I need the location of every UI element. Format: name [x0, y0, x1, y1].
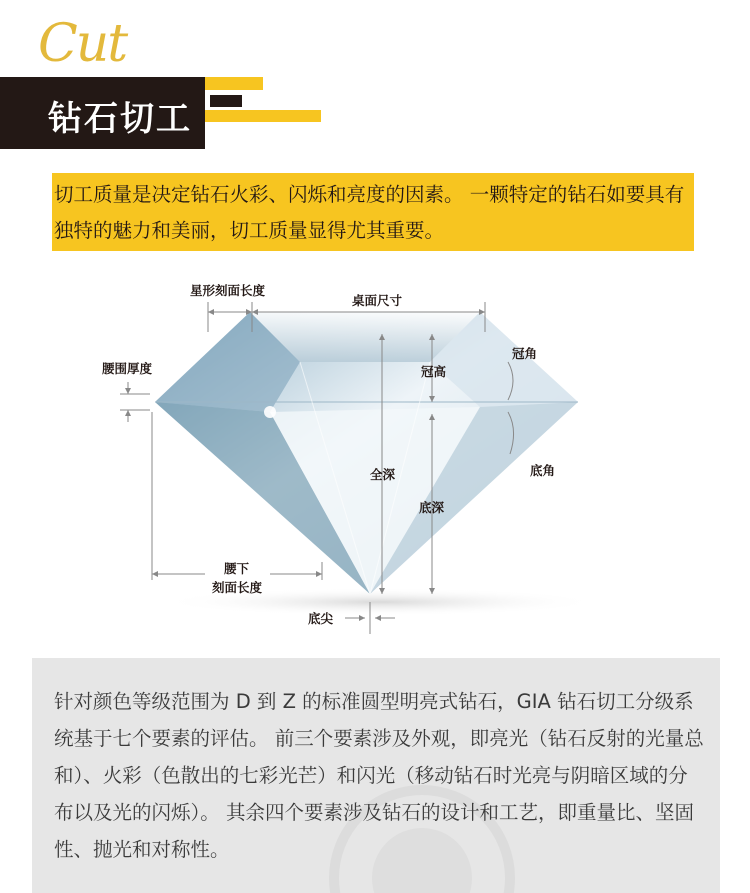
- title-bar: [0, 77, 205, 149]
- decor-black-bar: [210, 95, 242, 107]
- cut-script-heading: Cut: [38, 14, 127, 74]
- label-lower-girdle-line2: 刻面长度: [212, 580, 263, 595]
- decor-yellow-bar-top: [205, 77, 263, 90]
- intro-text: 切工质量是决定钻石火彩、闪烁和亮度的因素。 一颗特定的钻石如要具有独特的魅力和美丽，切工质量显得尤其重要。: [54, 183, 685, 242]
- panel-text: 针对颜色等级范围为 D 到 Z 的标准圆型明亮式钻石，GIA 钻石切工分级系统基于七个要素的评估。 前三个要素涉及外观，即亮光（钻石反射的光量总和）、火彩（色散出的七彩光芒）和闪光（移动钻石时光亮与阴暗区域的分布以及光的闪烁）。 其余四个要素涉及钻石的设计和工艺，即重量比、坚固性、抛光和对称性。: [54, 690, 704, 861]
- decor-yellow-bar-bottom: [205, 110, 321, 122]
- label-girdle-thickness: 腰围厚度: [102, 361, 153, 376]
- intro-box: [52, 173, 694, 251]
- label-star-facet-length: 星形刻面长度: [190, 283, 266, 298]
- label-culet: 底尖: [308, 611, 334, 626]
- label-table-size: 桌面尺寸: [352, 293, 403, 308]
- info-panel: [32, 658, 720, 893]
- label-crown-height: 冠高: [421, 364, 447, 379]
- label-total-depth: 全深: [370, 467, 396, 482]
- label-crown-angle: 冠角: [512, 346, 538, 361]
- label-pavilion-depth: 底深: [419, 500, 445, 515]
- page-title: 钻石切工: [48, 99, 192, 139]
- label-pavilion-angle: 底角: [530, 463, 556, 478]
- label-lower-girdle-line1: 腰下: [224, 561, 250, 576]
- diamond-anatomy-diagram: [0, 262, 750, 642]
